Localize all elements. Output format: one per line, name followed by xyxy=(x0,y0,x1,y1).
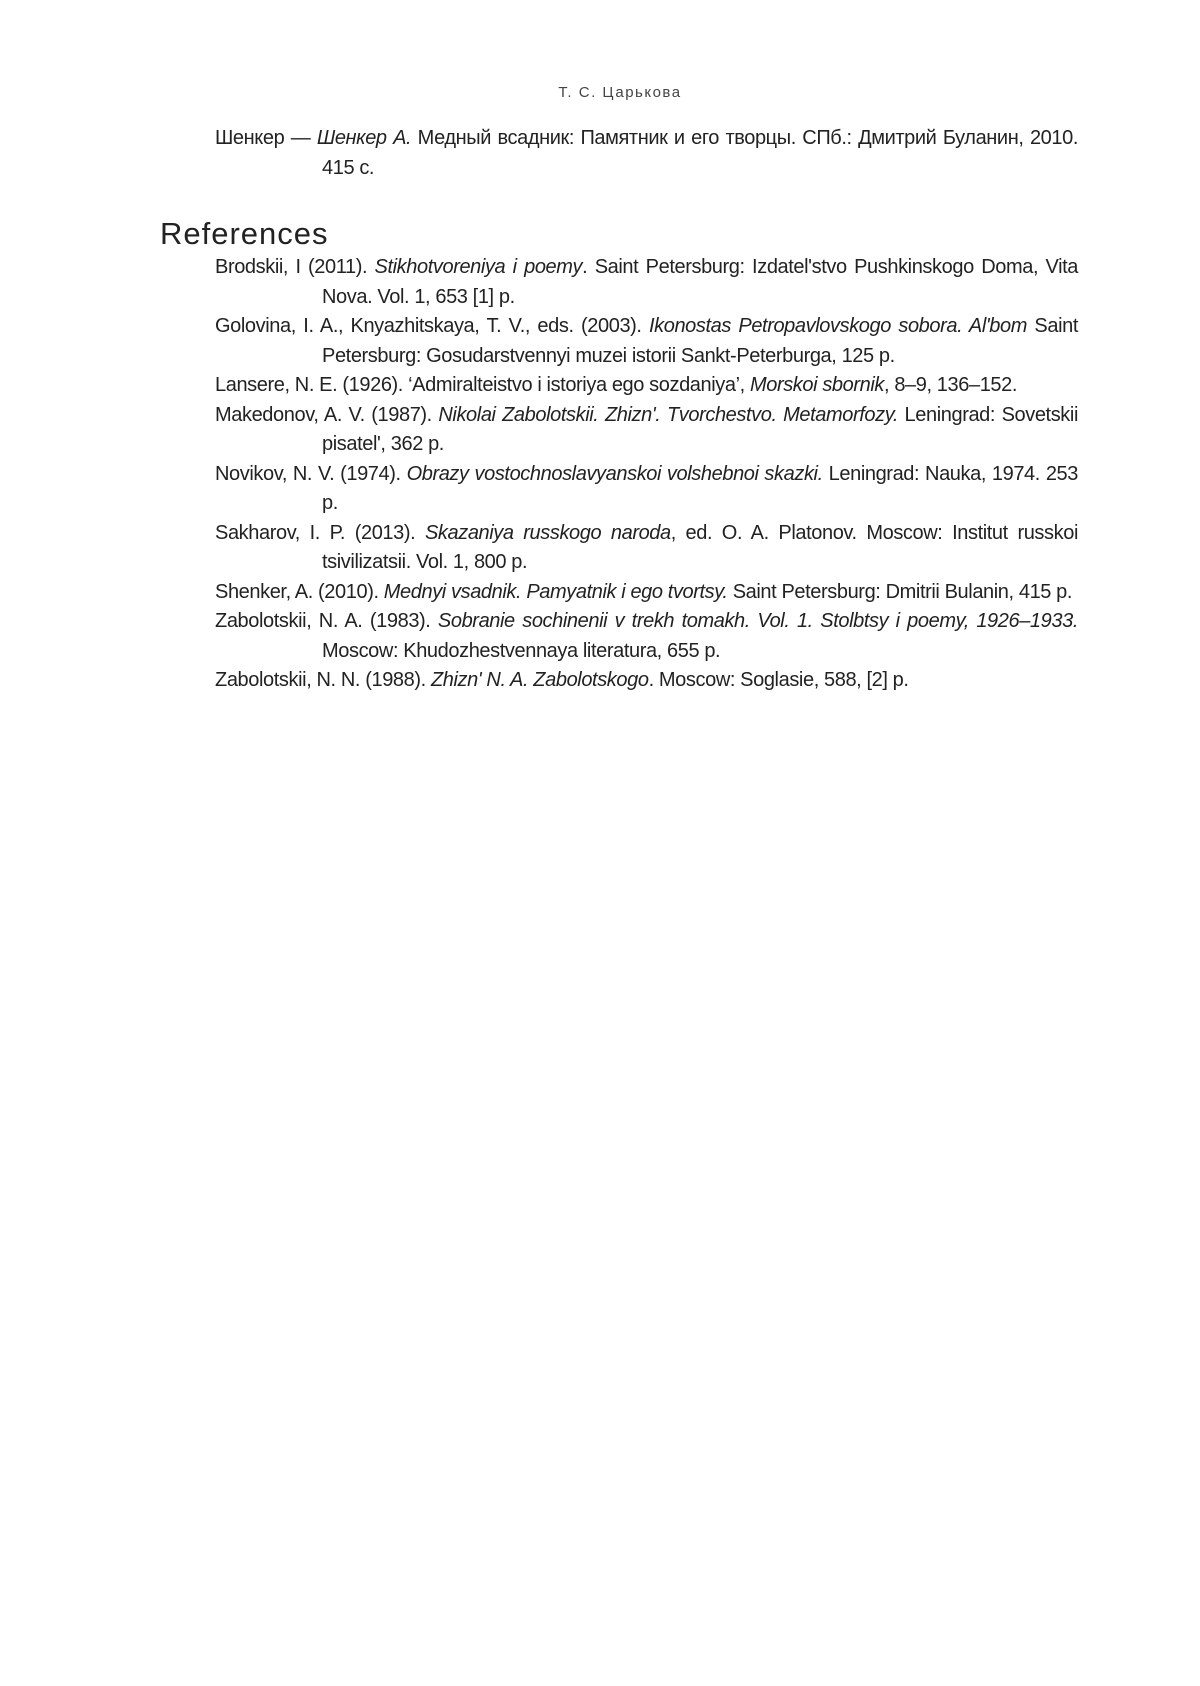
ref-pre: Sakharov, I. P. (2013). xyxy=(215,521,425,544)
reference-item xyxy=(160,312,1078,371)
ref-title: Nikolai Zabolotskii. Zhizn'. Tvorchestvo. Metamorfozy. xyxy=(438,403,899,426)
ref-pre: Lansere, N. E. (1926). ‘Admiralteistvo i istoriya ego sozdaniya’, xyxy=(215,374,750,396)
ref-pre: Shenker, A. (2010). xyxy=(215,580,384,603)
ref-post: , 8–9, 136–152. xyxy=(884,374,1018,396)
ref-post: . Saint Petersburg: Izdatel'stvo Pushkinskogo Doma, Vita Nova. Vol. 1, 653 [1] p. xyxy=(322,256,1078,308)
ref-post: Moscow: Khudozhestvennaya literatura, 655 p. xyxy=(322,639,721,662)
references-heading: References xyxy=(160,216,329,251)
reference-item xyxy=(160,371,1078,401)
reference-item xyxy=(160,578,1078,608)
ref-title: Zhizn' N. A. Zabolotskogo xyxy=(430,669,649,691)
ref-title: Obrazy vostochnoslavyanskoi volshebnoi skazki. xyxy=(406,462,823,485)
ref-pre: Zabolotskii, N. A. (1983). xyxy=(215,610,438,632)
reference-item xyxy=(160,253,1078,312)
ref-title: Sobranie sochinenii v trekh tomakh. Vol. 1. Stolbtsy i poemy, 1926–1933. xyxy=(437,610,1078,632)
ref-post: Leningrad: Nauka, 1974. 253 p. xyxy=(322,462,1078,514)
ref-post: . Moscow: Soglasie, 588, [2] p. xyxy=(648,669,909,691)
ref-pre: Novikov, N. V. (1974). xyxy=(215,462,407,485)
ref-title: Stikhotvoreniya i poemy xyxy=(374,256,583,278)
entry-key: Шенкер — xyxy=(215,127,317,149)
reference-item xyxy=(160,607,1078,666)
running-header: Т. С. Царькова xyxy=(558,84,682,101)
entry-text: Медный всадник: Памятник и его творцы. СПб.: Дмитрий Буланин, 2010. 415 с. xyxy=(322,127,1078,179)
ref-title: Skazaniya russkogo naroda xyxy=(424,521,671,544)
ref-pre: Golovina, I. A., Knyazhitskaya, T. V., eds. (2003). xyxy=(215,315,649,337)
page-content xyxy=(160,124,1078,696)
ref-pre: Zabolotskii, N. N. (1988). xyxy=(215,669,431,691)
ref-pre: Makedonov, A. V. (1987). xyxy=(215,403,439,426)
reference-item xyxy=(160,666,1078,696)
reference-item xyxy=(160,519,1078,578)
ref-post: , ed. O. A. Platonov. Moscow: Institut russkoi tsivilizatsii. Vol. 1, 800 p. xyxy=(322,521,1078,573)
ref-pre: Brodskii, I (2011). xyxy=(215,256,375,278)
ref-post: Saint Petersburg: Gosudarstvennyi muzei istorii Sankt-Peterburga, 125 p. xyxy=(322,315,1079,367)
ref-post: Leningrad: Sovetskii pisatel', 362 p. xyxy=(322,403,1078,455)
ref-title: Ikonostas Petropavlovskogo sobora. Al'bom xyxy=(648,315,1028,337)
references-list xyxy=(160,253,1078,696)
reference-item xyxy=(160,401,1078,460)
bibliography-entry-shenker xyxy=(160,124,1078,183)
entry-author: Шенкер А. xyxy=(316,127,412,149)
ref-title: Mednyi vsadnik. Pamyatnik i ego tvortsy. xyxy=(383,580,728,603)
ref-title: Morskoi sbornik xyxy=(749,374,885,396)
ref-post: Saint Petersburg: Dmitrii Bulanin, 415 p. xyxy=(727,580,1073,603)
reference-item xyxy=(160,460,1078,519)
